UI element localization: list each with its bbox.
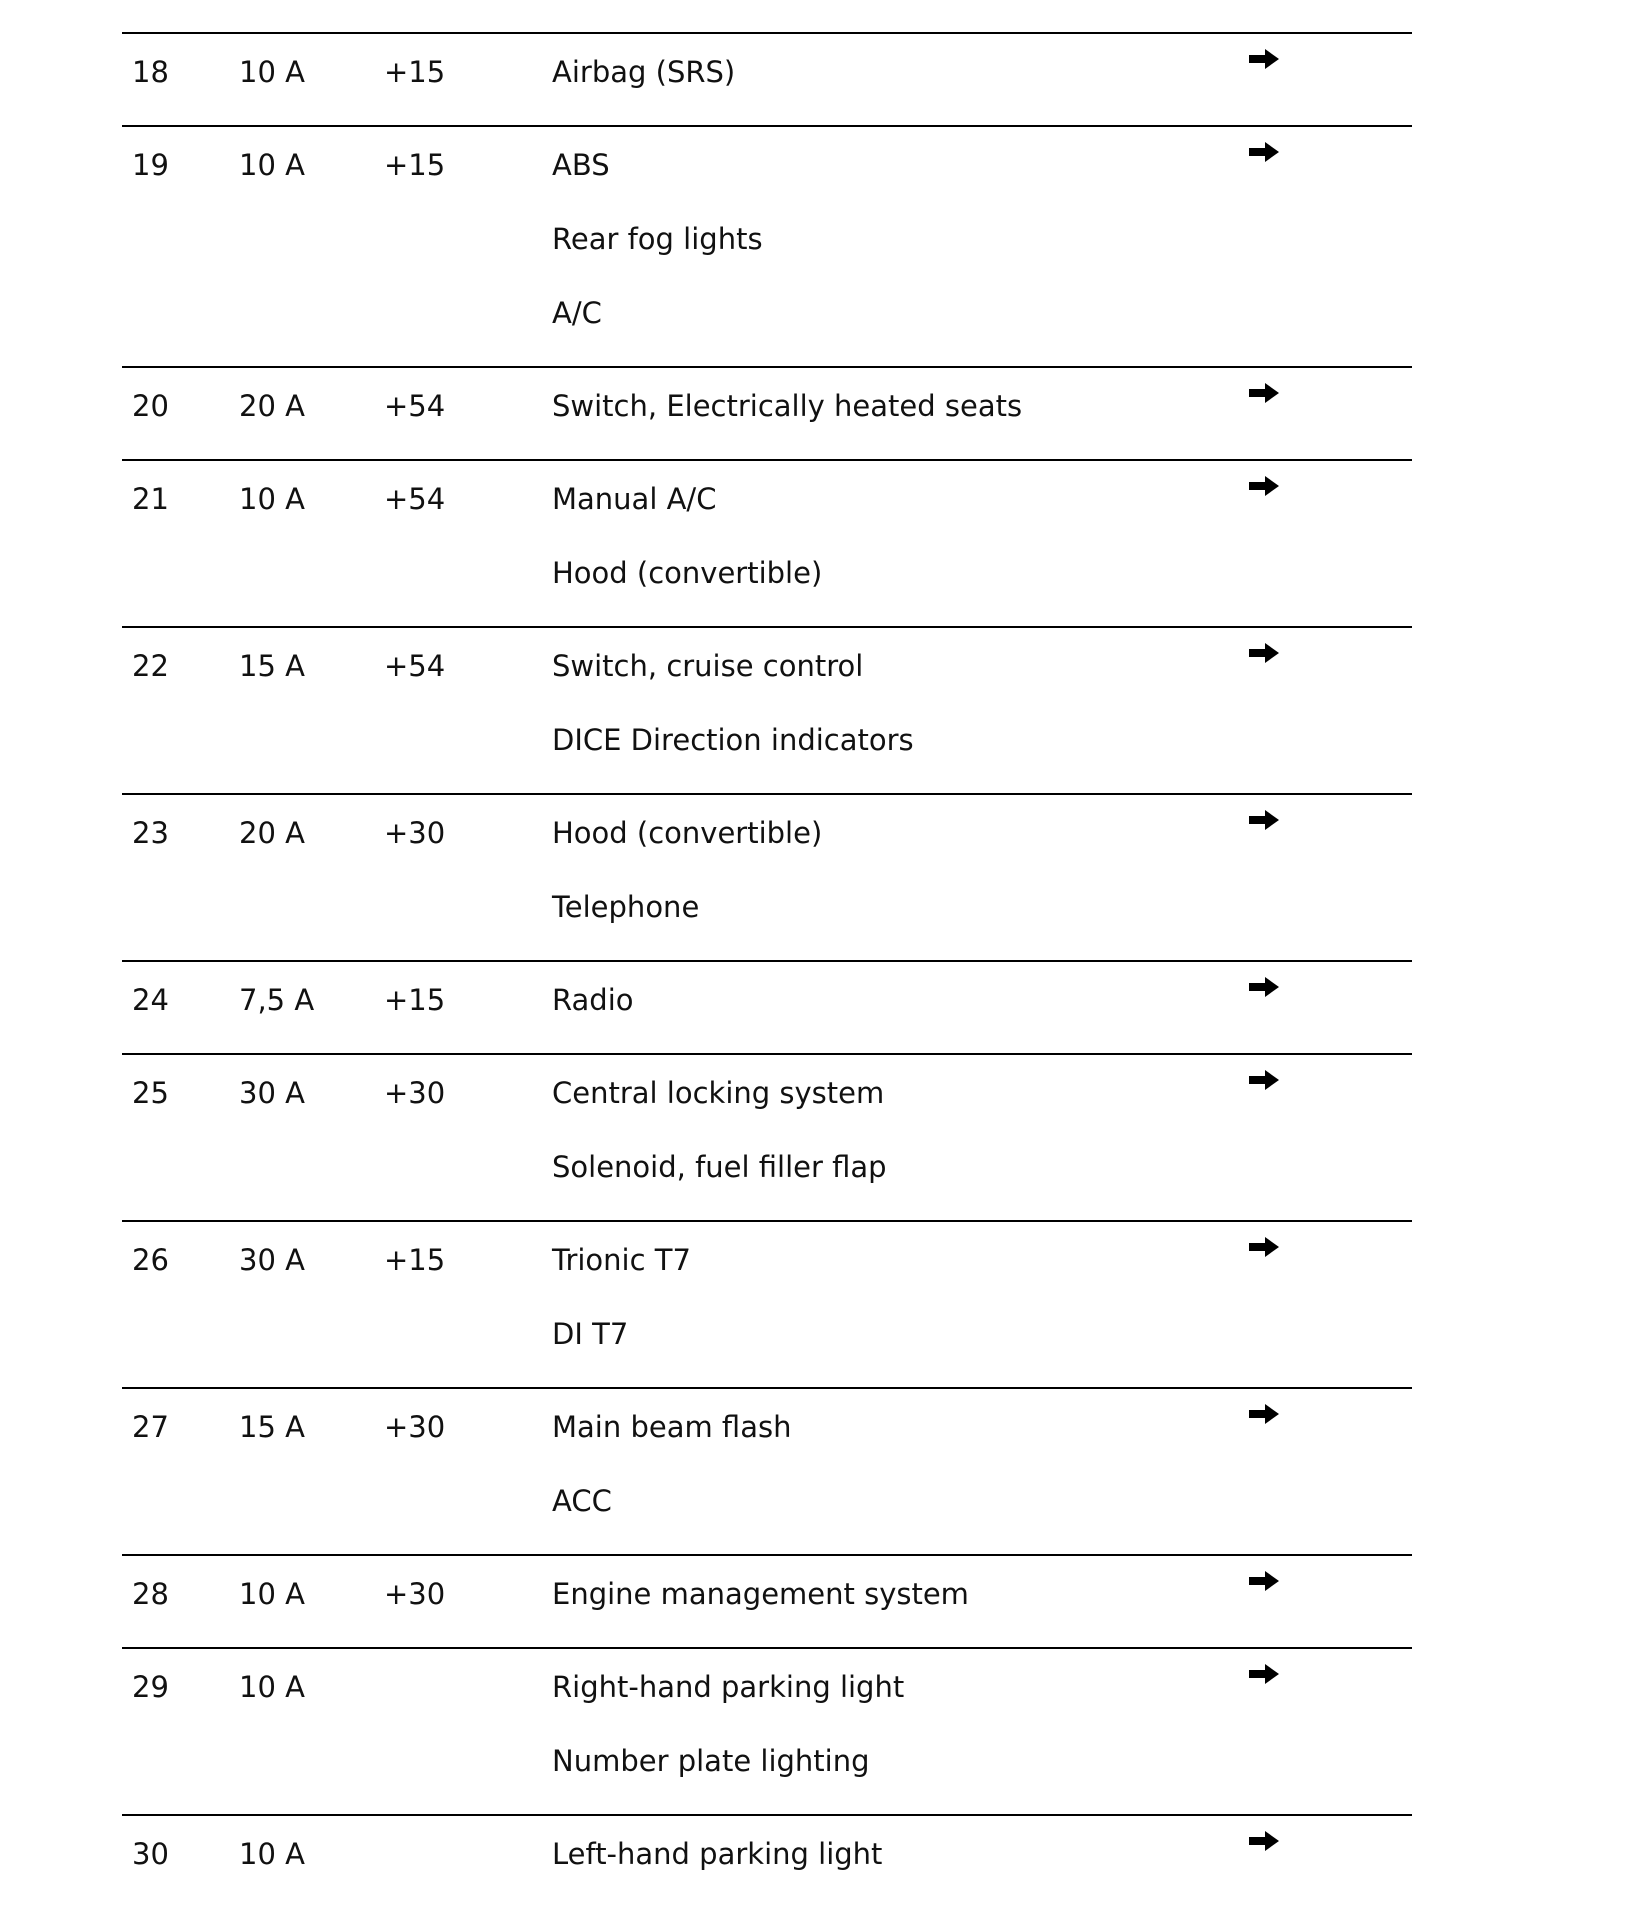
fuse-amperage: 10 A (239, 148, 305, 182)
fuse-function: Right-hand parking light (552, 1670, 905, 1704)
fuse-row (122, 125, 1412, 368)
fuse-functions (552, 984, 634, 1058)
fuse-functions (552, 817, 822, 965)
fuse-functions (552, 1578, 969, 1652)
fuse-functions (552, 1671, 904, 1819)
fuse-row (122, 1554, 1412, 1649)
fuse-amperage: 7,5 A (239, 983, 315, 1017)
arrow-right-icon[interactable] (1248, 382, 1280, 404)
fuse-row (122, 793, 1412, 962)
arrow-right-icon[interactable] (1248, 976, 1280, 998)
fuse-function: Switch, Electrically heated seats (552, 389, 1023, 423)
fuse-function: Hood (convertible) (552, 816, 823, 850)
fuse-function: Telephone (552, 890, 700, 924)
fuse-function: Radio (552, 983, 634, 1017)
fuse-number: 24 (132, 983, 169, 1017)
fuse-amperage: 20 A (239, 389, 305, 423)
fuse-row (122, 32, 1412, 127)
fuse-number: 19 (132, 148, 169, 182)
fuse-terminal: +30 (384, 1410, 446, 1444)
arrow-right-icon[interactable] (1248, 141, 1280, 163)
fuse-terminal: +54 (384, 389, 446, 423)
fuse-amperage: 20 A (239, 816, 305, 850)
fuse-number: 25 (132, 1076, 169, 1110)
fuse-row (122, 960, 1412, 1055)
fuse-function: ABS (552, 148, 610, 182)
fuse-function: Manual A/C (552, 482, 717, 516)
fuse-functions (552, 56, 735, 130)
fuse-terminal: +30 (384, 1076, 446, 1110)
fuse-number: 21 (132, 482, 169, 516)
fuse-terminal: +15 (384, 1243, 446, 1277)
fuse-amperage: 10 A (239, 1670, 305, 1704)
fuse-function: Central locking system (552, 1076, 885, 1110)
fuse-function: DICE Direction indicators (552, 723, 914, 757)
fuse-amperage: 15 A (239, 649, 305, 683)
fuse-terminal: +54 (384, 649, 446, 683)
fuse-number: 30 (132, 1837, 169, 1871)
fuse-number: 22 (132, 649, 169, 683)
fuse-row (122, 1647, 1412, 1816)
fuse-function: DI T7 (552, 1317, 629, 1351)
arrow-right-icon[interactable] (1248, 475, 1280, 497)
arrow-right-icon[interactable] (1248, 1570, 1280, 1592)
fuse-amperage: 10 A (239, 1577, 305, 1611)
fuse-number: 27 (132, 1410, 169, 1444)
fuse-function: Rear fog lights (552, 222, 763, 256)
fuse-amperage: 30 A (239, 1243, 305, 1277)
fuse-row (122, 1053, 1412, 1222)
fuse-number: 29 (132, 1670, 169, 1704)
fuse-row (122, 1387, 1412, 1556)
fuse-amperage: 10 A (239, 1837, 305, 1871)
arrow-right-icon[interactable] (1248, 48, 1280, 70)
fuse-number: 18 (132, 55, 169, 89)
fuse-functions (552, 1244, 691, 1392)
arrow-right-icon[interactable] (1248, 1403, 1280, 1425)
fuse-terminal: +54 (384, 482, 446, 516)
fuse-number: 23 (132, 816, 169, 850)
fuse-amperage: 10 A (239, 482, 305, 516)
fuse-amperage: 10 A (239, 55, 305, 89)
fuse-function: Solenoid, fuel filler flap (552, 1150, 887, 1184)
fuse-functions (552, 390, 1022, 464)
fuse-number: 28 (132, 1577, 169, 1611)
fuse-functions (552, 1838, 882, 1912)
fuse-row (122, 1814, 1412, 1909)
arrow-right-icon[interactable] (1248, 1236, 1280, 1258)
fuse-function: Airbag (SRS) (552, 55, 736, 89)
fuse-amperage: 30 A (239, 1076, 305, 1110)
fuse-number: 20 (132, 389, 169, 423)
fuse-functions (552, 149, 763, 371)
fuse-function: Engine management system (552, 1577, 969, 1611)
arrow-right-icon[interactable] (1248, 642, 1280, 664)
fuse-function: Main beam flash (552, 1410, 792, 1444)
fuse-functions (552, 650, 914, 798)
fuse-function: Switch, cruise control (552, 649, 864, 683)
fuse-function: A/C (552, 296, 602, 330)
fuse-function: Trionic T7 (552, 1243, 691, 1277)
fuse-amperage: 15 A (239, 1410, 305, 1444)
arrow-right-icon[interactable] (1248, 1069, 1280, 1091)
arrow-right-icon[interactable] (1248, 1663, 1280, 1685)
arrow-right-icon[interactable] (1248, 1830, 1280, 1852)
fuse-terminal: +15 (384, 148, 446, 182)
fuse-function: ACC (552, 1484, 612, 1518)
fuse-terminal: +15 (384, 55, 446, 89)
fuse-functions (552, 1411, 791, 1559)
fuse-function: Number plate lighting (552, 1744, 870, 1778)
fuse-row (122, 366, 1412, 461)
fuse-terminal: +15 (384, 983, 446, 1017)
fuse-row (122, 1220, 1412, 1389)
fuse-functions (552, 1077, 887, 1225)
fuse-terminal: +30 (384, 1577, 446, 1611)
fuse-function: Hood (convertible) (552, 556, 823, 590)
fuse-terminal: +30 (384, 816, 446, 850)
fuse-function: Left-hand parking light (552, 1837, 883, 1871)
arrow-right-icon[interactable] (1248, 809, 1280, 831)
fuse-row (122, 626, 1412, 795)
fuse-row (122, 459, 1412, 628)
fuse-functions (552, 483, 822, 631)
fuse-number: 26 (132, 1243, 169, 1277)
